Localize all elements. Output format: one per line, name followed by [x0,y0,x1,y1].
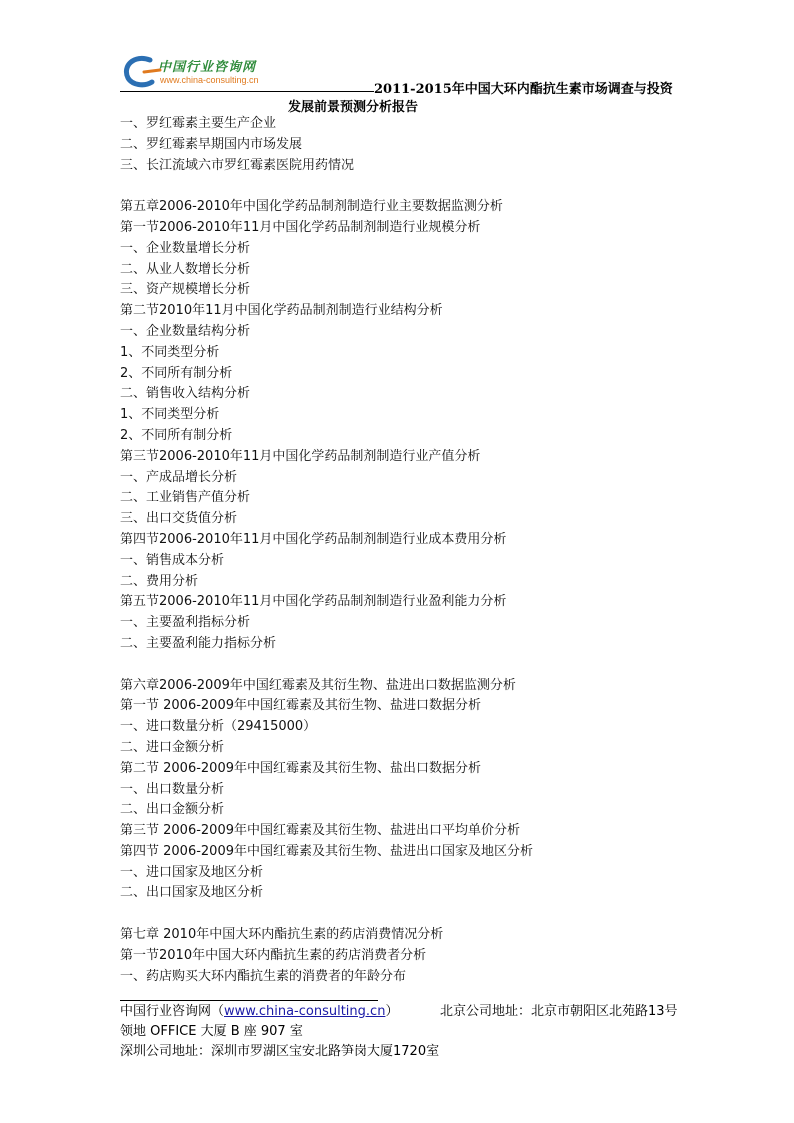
logo-url: www.china-consulting.cn [160,75,259,85]
toc-line: 一、进口数量分析（29415000） [120,719,317,735]
toc-line: 一、罗红霉素主要生产企业 [120,116,277,131]
toc-line: 二、主要盈利能力指标分析 [120,635,277,651]
toc-line: 第三节 2006-2009年中国红霉素及其衍生物、盐进出口平均单价分析 [120,823,520,839]
table-of-contents [120,114,680,987]
footer-rule [120,1000,378,1001]
header-rule [120,91,374,92]
toc-line: 第一节 2006-2009年中国红霉素及其衍生物、盐进口数据分析 [120,698,481,714]
toc-line: 二、费用分析 [120,573,199,589]
toc-line: 一、出口数量分析 [120,781,225,797]
toc-line: 第五节2006-2010年11月中国化学药品制剂制造行业盈利能力分析 [120,594,507,610]
toc-line: 第一节2006-2010年11月中国化学药品制剂制造行业规模分析 [120,219,481,235]
report-title-line1: 2011-2015年中国大环内酯抗生素市场调查与投资 [374,82,673,97]
footer-shenzhen-address: 深圳公司地址：深圳市罗湖区宝安北路笋岗大厦1720室 [120,1044,440,1059]
toc-line: 二、工业销售产值分析 [120,490,251,506]
toc-line: 二、从业人数增长分析 [120,261,251,277]
toc-line: 1、不同类型分析 [120,344,220,360]
footer-company: 中国行业咨询网（ [120,1004,225,1019]
toc-line: 二、罗红霉素早期国内市场发展 [120,136,303,152]
footer-beijing-address: 北京公司地址：北京市朝阳区北苑路13号领地 OFFICE 大厦 B 座 907 室 [120,1004,678,1039]
toc-blank-line [120,655,680,676]
toc-line: 三、资产规模增长分析 [120,282,251,298]
toc-line: 二、销售收入结构分析 [120,386,251,402]
report-title-line2: 发展前景预测分析报告 [288,100,419,115]
toc-line: 一、主要盈利指标分析 [120,615,251,631]
toc-line: 1、不同类型分析 [120,407,220,423]
toc-line: 二、出口金额分析 [120,802,225,818]
toc-line: 一、销售成本分析 [120,552,225,568]
toc-line: 第六章2006-2009年中国红霉素及其衍生物、盐进出口数据监测分析 [120,677,516,693]
toc-blank-line [120,176,680,197]
toc-line: 三、出口交货值分析 [120,511,238,527]
footer-company-close: ） [385,1004,399,1019]
toc-line: 二、出口国家及地区分析 [120,885,264,901]
toc-blank-line [120,904,680,925]
toc-line: 第五章2006-2010年中国化学药品制剂制造行业主要数据监测分析 [120,199,503,215]
toc-line: 第二节 2006-2009年中国红霉素及其衍生物、盐出口数据分析 [120,760,481,776]
logo-name: 中国行业咨询网 [158,60,257,75]
footer-website-link[interactable]: www.china-consulting.cn [224,1004,386,1019]
toc-line: 第七章 2010年中国大环内酯抗生素的药店消费情况分析 [120,927,444,943]
toc-line: 第四节2006-2010年11月中国化学药品制剂制造行业成本费用分析 [120,531,507,547]
company-logo [120,52,280,100]
toc-line: 一、企业数量结构分析 [120,323,251,339]
toc-line: 第二节2010年11月中国化学药品制剂制造行业结构分析 [120,303,443,319]
toc-line: 2、不同所有制分析 [120,365,233,381]
toc-line: 一、产成品增长分析 [120,469,238,485]
toc-line: 一、企业数量增长分析 [120,240,251,256]
toc-line: 第三节2006-2010年11月中国化学药品制剂制造行业产值分析 [120,448,481,464]
toc-line: 三、长江流域六市罗红霉素医院用药情况 [120,157,355,173]
footer [120,1002,686,1062]
toc-line: 第四节 2006-2009年中国红霉素及其衍生物、盐进出口国家及地区分析 [120,843,533,859]
toc-line: 二、进口金额分析 [120,739,225,755]
toc-line: 一、进口国家及地区分析 [120,864,264,880]
toc-line: 2、不同所有制分析 [120,427,233,443]
toc-line: 第一节2010年中国大环内酯抗生素的药店消费者分析 [120,947,427,963]
toc-line: 一、药店购买大环内酯抗生素的消费者的年龄分布 [120,968,407,984]
